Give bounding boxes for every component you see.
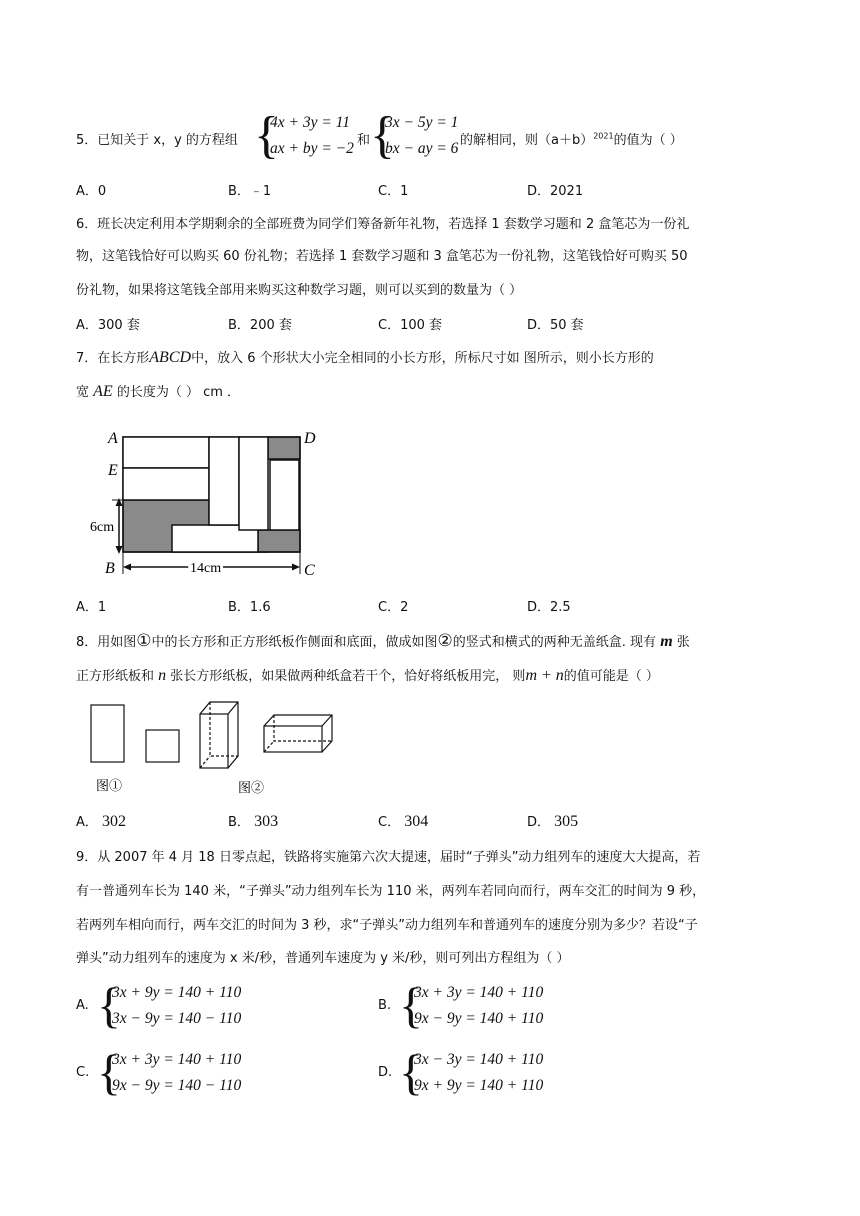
q6-option-a[interactable]: A．300 套 xyxy=(76,318,140,333)
q5-brace-1: { xyxy=(254,107,279,164)
q5-sys1-eq1: 4x + 3y = 11 xyxy=(270,114,351,131)
q9-option-a-label: A. xyxy=(76,998,89,1013)
q8-line1-pre: 8．用如图 xyxy=(76,635,137,650)
q8-fig2-label: 图② xyxy=(238,780,265,795)
q8-option-d[interactable] xyxy=(527,811,578,831)
q9-line-1: 9．从 2007 年 4 月 18 日零点起，铁路将实施第六次大提速，届时“子弹头”动力组列车的速度大大提高，若 xyxy=(76,850,701,865)
q8-rect-board xyxy=(91,705,124,762)
q7-line2-post: 的长度为（ ） cm ． xyxy=(116,385,241,400)
q7-label-e: E xyxy=(108,462,118,479)
q7-option-d[interactable]: D．2.5 xyxy=(527,600,571,615)
q8-option-b-value: 303 xyxy=(254,813,279,830)
q7-option-b[interactable]: B．1.6 xyxy=(228,600,271,615)
q5-sys2-eq1: 3x − 5y = 1 xyxy=(385,114,459,131)
q7-line-2 xyxy=(76,381,240,401)
q9-option-b-eq1: 3x + 3y = 140 + 110 xyxy=(414,984,544,1001)
q9-option-c-eq2: 9x − 9y = 140 − 110 xyxy=(112,1077,242,1094)
q9-option-d-eq1: 3x − 3y = 140 + 110 xyxy=(414,1051,544,1068)
q9-line-3: 若两列车相向而行，两车交汇的时间为 3 秒，求“子弹头”动力组列车和普通列车的速度分别为多少？若设“子 xyxy=(76,918,698,933)
q7-option-a[interactable]: A．1 xyxy=(76,600,107,615)
q8-horizontal-box xyxy=(264,715,332,752)
q7-height-label: 6cm xyxy=(90,520,115,535)
q9-option-b-eq2: 9x − 9y = 140 + 110 xyxy=(414,1010,544,1027)
q9-option-c-eq1: 3x + 3y = 140 + 110 xyxy=(112,1051,242,1068)
q8-line2-pre: 正方形纸板和 xyxy=(76,669,155,684)
q9-option-d-eq2: 9x + 9y = 140 + 110 xyxy=(414,1077,544,1094)
q8-fig1-label: 图① xyxy=(96,778,123,793)
q7-shaded-bottom-right xyxy=(258,530,300,552)
q7-label-b: B xyxy=(105,560,115,577)
q8-var-n: n xyxy=(158,667,167,684)
q7-var-ae: AE xyxy=(93,383,113,400)
q8-line-2 xyxy=(76,665,659,685)
q7-label-d: D xyxy=(304,430,316,447)
q8-line1-post: 的竖式和横式的两种无盖纸盒. 现有 xyxy=(452,635,657,650)
q8-option-d-value: 305 xyxy=(554,813,579,830)
q8-square-board xyxy=(146,730,179,762)
q7-width-label: 14cm xyxy=(190,561,222,576)
q8-var-m: m xyxy=(660,633,673,650)
q6-option-d[interactable]: D．50 套 xyxy=(527,318,584,333)
q8-vertical-box xyxy=(200,702,238,768)
q5-sys2-eq2: bx − ay = 6 xyxy=(385,140,459,157)
q9-option-c-brace: { xyxy=(97,1044,121,1100)
q9-line-4: 弹头”动力组列车的速度为 x 米/秒，普通列车速度为 y 米/秒，则可列出方程组为（ ） xyxy=(76,951,570,966)
q8-option-b[interactable] xyxy=(228,811,278,831)
q8-option-a-label: A． xyxy=(76,815,98,830)
q8-line-1 xyxy=(76,631,690,651)
q9-option-a-eq1: 3x + 9y = 140 + 110 xyxy=(112,984,242,1001)
q7-rect-h2 xyxy=(123,468,209,500)
q8-expr: m + n xyxy=(525,667,564,684)
q5-and: 和 xyxy=(357,133,371,148)
q5-option-a[interactable]: A．0 xyxy=(76,184,107,199)
q7-line1-pre: 7．在长方形 xyxy=(76,351,150,366)
q7-rect-v1 xyxy=(209,437,239,525)
q8-line1-end: 张 xyxy=(676,635,690,650)
q7-line2-pre: 宽 xyxy=(76,385,90,400)
q7-figure xyxy=(90,422,340,584)
q5-stem-pre: 5．已知关于 x，y 的方程组 xyxy=(76,133,238,148)
q9-option-c-label: C. xyxy=(76,1065,90,1080)
q5-exponent: 2021 xyxy=(593,131,614,141)
q7-line-1 xyxy=(76,347,654,367)
q5-stem-post2: 的值为（ ） xyxy=(613,133,683,148)
q9-option-d-label: D. xyxy=(378,1065,393,1080)
q5-option-b[interactable]: B．﹣1 xyxy=(228,184,272,199)
q6-option-c[interactable]: C．100 套 xyxy=(378,318,443,333)
q9-option-a-eq2: 3x − 9y = 140 − 110 xyxy=(112,1010,242,1027)
q9-option-b-brace: { xyxy=(399,977,423,1033)
q7-label-a: A xyxy=(108,430,118,447)
q7-var-abcd: ABCD xyxy=(149,349,192,366)
q8-option-b-label: B． xyxy=(228,815,250,830)
q7-rect-v3 xyxy=(270,460,299,530)
q8-option-c-label: C． xyxy=(378,815,401,830)
q9-option-d-brace: { xyxy=(399,1044,423,1100)
q8-line2-mid: 张长方形纸板，如果做两种纸盒若干个，恰好将纸板用完， 则 xyxy=(170,669,526,684)
q8-option-a-value: 302 xyxy=(102,813,127,830)
q6-option-b[interactable]: B．200 套 xyxy=(228,318,292,333)
q8-line1-mid: 中的长方形和正方形纸板作侧面和底面，做成如图 xyxy=(151,635,438,650)
q5-sys1-eq2: ax + by = −2 xyxy=(270,140,354,157)
q8-option-c-value: 304 xyxy=(404,813,429,830)
q5-option-c[interactable]: C．1 xyxy=(378,184,409,199)
q7-option-c[interactable]: C．2 xyxy=(378,600,409,615)
q7-line1-post: 中，放入 6 个形状大小完全相同的小长方形，所标尺寸如 图所示，则小长方形的 xyxy=(191,351,654,366)
q8-figure xyxy=(88,698,348,798)
q5-option-d[interactable]: D．2021 xyxy=(527,184,584,199)
q9-option-b-label: B. xyxy=(378,998,392,1013)
q9-option-a-brace: { xyxy=(97,977,121,1033)
q6-line-1: 6．班长决定利用本学期剩余的全部班费为同学们筹备新年礼物，若选择 1 套数学习题和 2 盒笔芯为一份礼 xyxy=(76,217,690,232)
q5-stem-post: 的解相同，则（a＋b） xyxy=(460,133,594,148)
q7-shaded-top-right xyxy=(268,437,300,459)
q7-label-c: C xyxy=(304,562,315,579)
q6-line-2: 物，这笔钱恰好可以购买 60 份礼物；若选择 1 套数学习题和 3 盒笔芯为一份礼物，这笔钱恰好可购买 50 xyxy=(76,249,688,264)
q8-line2-post: 的值可能是（ ） xyxy=(563,669,659,684)
q8-option-d-label: D． xyxy=(527,815,551,830)
q8-option-a[interactable] xyxy=(76,811,126,831)
q6-line-3: 份礼物，如果将这笔钱全部用来购买这种数学习题，则可以买到的数量为（ ） xyxy=(76,283,523,298)
q8-circ-1: ① xyxy=(136,631,152,651)
q7-rect-h1 xyxy=(123,437,209,468)
q7-rect-v2 xyxy=(239,437,268,530)
q8-option-c[interactable] xyxy=(378,811,428,831)
q9-line-2: 有一普通列车长为 140 米，“子弹头”动力组列车长为 110 米，两列车若同向而行，两车交汇的时间为 9 秒， xyxy=(76,884,706,899)
q8-circ-2: ② xyxy=(437,631,453,651)
q5-stem-post-wrap xyxy=(460,129,683,148)
q5-brace-2: { xyxy=(370,107,395,164)
